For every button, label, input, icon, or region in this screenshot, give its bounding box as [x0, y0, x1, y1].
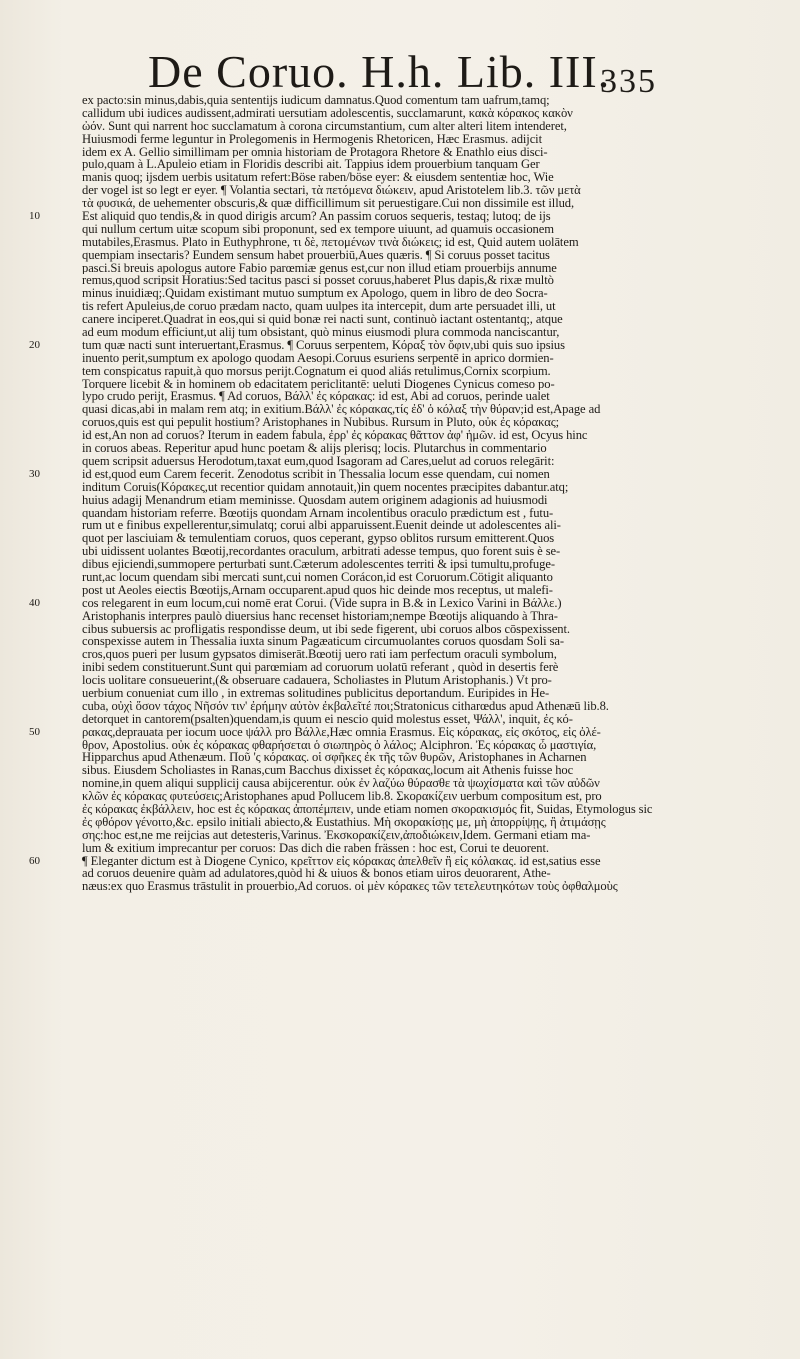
text-line: ἐς φθόρον γένοιτο,&c. epsilo initiali abiecto,& Eustathius. Μὴ σκορακίσῃς με, μὴ ἀπορρίψῃς, ἢ ἀτιμάσῃς — [82, 815, 606, 829]
text-line: callidum ubi iudices audissent,admirati uersutiam adolescentis, succlamarunt, κακὰ κόρακος κακὸν — [82, 106, 573, 120]
text-line: quem scripsit aduersus Herodotum,taxat eum,quod Isagoram ad Cares,uelut ad coruos relegārit: — [82, 454, 555, 468]
text-line: lypo crudo perijt, Erasmus. ¶ Ad coruos, Βάλλ' ἐς κόρακας: id est, Abi ad coruos, perinde ualet — [82, 390, 550, 404]
text-line: cos relegarent in eum locum,cui nomē erat Corui. (Vide supra in B.& in Lexico Varini in Βάλλε.) — [82, 596, 562, 610]
text-line: quot per lasciuiam & temulentiam coruos, quos ceperant, gypso oblitos rursum emitterent.Quos — [82, 532, 555, 546]
text-line: conspexisse autem in Thessalia iuxta sinum Pagæaticum circumuolantes coruos quosdam Soli sa- — [82, 635, 564, 649]
text-line: in coruos abeas. Reperitur apud hunc poetam & alijs plerisq; locis. Plutarchus in commentario — [82, 442, 547, 455]
text-line: tem conspicatus rapuit,à quo morsus perijt.Cognatum ei quod aliás retulimus,Cornix scorpium. — [82, 364, 551, 378]
text-line: pasci.Si breuis apologus autore Fabio parœmiæ genus est,cur non illud etiam prouerbijs annume — [82, 261, 557, 275]
text-line: σης:hoc est,ne me reijcias aut detesteris,Varinus. Ἐκσκορακίζειν,ἀποδιώκειν,Idem. Germani etiam ma- — [82, 828, 591, 842]
text-line: cros,quos pueri per lusum gypsatos dimiserāt.Bœotij uero rati iam perfectum oraculi symbolum, — [82, 648, 557, 662]
margin-line-number: 50 — [29, 726, 40, 739]
text-line: runt,ac locum quendam sibi mercati sunt,cui nomen Corácon,id est Coruorum.Cötigit aliquanto — [82, 570, 553, 584]
text-line: ex pacto:sin minus,dabis,quia sententijs iudicum damnatus.Quod comentum tam uafrum,tamq; — [82, 94, 550, 107]
text-line: tis refert Apuleius,de coruo prædam nacto, quam uulpes ita intercepit, dum arte persuadet illi, ut — [82, 300, 556, 314]
text-line: Torquere licebit & in hominem ob edacitatem periclitantē: ueluti Diogenes Cynicus comeso po- — [82, 377, 555, 391]
text-line: quasi dicas,abi in malam rem atq; in exitium.Βάλλ' ἐς κόρακας,τίς ἐδ' ὁ κόλαξ τὴν θύραν;id est,Apage ad — [82, 403, 601, 417]
text-line: canere inciperet.Quadrat in eos,qui si quid bonæ rei nacti sunt, continuò iactant ostentantq;, atque — [82, 313, 563, 327]
margin-line-number: 60 — [29, 855, 40, 868]
text-line: cibus subuersis ac profligatis respondisse deum, ut ibi sede figerent, ubi coruos albos cōspexissent. — [82, 622, 570, 636]
text-line: Aristophanis interpres paulò diuersius hanc recenset historiam;nempe Bœotijs aliquando à Thra- — [82, 609, 558, 623]
text-line: detorquet in cantorem(psalten)quendam,is quum ei nescio quid molestus esset, Ψάλλ', inquit, ἐς κό- — [82, 712, 573, 726]
text-line: mutabiles,Erasmus. Plato in Euthyphrone, τι δὲ, πετομένων τινὰ διώκεις; id est, Quid autem uolātem — [82, 235, 579, 249]
text-line: ad coruos deuenire quàm ad adulatores,quòd hi & uiuos & bonos etiam uiros deuorarent, Athe- — [82, 867, 551, 881]
text-line: idem ex A. Gellio simillimam per omnia historiam de Protagora Rhetore & Enathlo eius disci- — [82, 145, 548, 159]
text-line: nomine,in quem aliqui supplicij causa abijcerentur. οὐκ ἐν λαζύω θύρασθε τὰ ψωχίσματα καὶ τῶν αὐδῶν — [82, 777, 600, 791]
text-line: qui nullum certum uitæ scopum sibi proponunt, sed ex tempore uiuunt, ad quamuis occasionem — [82, 222, 554, 236]
text-line: post ut Aeoles eiectis Bœotijs,Arnam occuparent.apud quos hic deinde mos receptus, ut malefi- — [82, 583, 553, 597]
text-line: næus:ex quo Erasmus trāstulit in prouerbio,Ad coruos. οἱ μὲν κόρακες τῶν τετελευτηκότων τοὺς ὀφθαλμοὺς — [82, 880, 618, 894]
text-line: pulo,quam à L.Apuleio etiam in Floridis describi ait. Tappius idem prouerbium tanquam Ger — [82, 158, 540, 172]
text-line: remus,quod scripsit Horatius:Sed tacitus pasci si posset coruus,haberet Plus dapis,& rixæ multò — [82, 274, 554, 288]
margin-line-number: 20 — [29, 339, 40, 352]
text-line: ubi uidissent uolantes Bœotij,recordantes oraculum, arbitrati adesse tempus, quo forent suis è se- — [82, 545, 561, 559]
text-line: id est,quod eum Carem fecerit. Zenodotus scribit in Thessalia locum esse quendam, cui nomen — [82, 467, 550, 481]
text-line: dibus ejiciendi,summopere perturbati sunt.Cæterum adolescentes territi & ipsi tumultu,profuge- — [82, 558, 555, 571]
text-line: Huiusmodi ferme leguntur in Prolegomenis in Hermogenis Rhetoricen, Hæc Erasmus. adijcit — [82, 132, 542, 146]
text-line: id est,An non ad coruos? Iterum in eadem fabula, ἐρρ' ἐς κόρακας θᾶττον ἀφ' ἡμῶν. id est, Ocyus hinc — [82, 429, 588, 443]
text-line: rum ut e finibus expellerentur,simulatq; corui albi apparuissent.Euenit deinde ut adolescentes ali- — [82, 519, 561, 533]
text-line: ὠόν. Sunt qui narrent hoc succlamatum à corona circumstantium, cum alter alteri litem intenderet, — [82, 119, 567, 133]
text-line: lum & exitium imprecantur per coruos: Das dich die raben frässen : hoc est, Corui te deuorent. — [82, 841, 549, 855]
text-line: ad eum modum efficiunt,ut alij tum obsistant, quò minus eiusmodi plura commoda nanciscantur, — [82, 326, 560, 339]
text-line: Est aliquid quo tendis,& in quod dirigis arcum? An passim coruos sequeris, testaq; lutoq; de ijs — [82, 210, 551, 223]
text-line: inditum Coruis(Κόρακες,ut recentior quidam annotauit,)in quem nocentes præcipites dabantur.atq; — [82, 480, 569, 494]
text-line: ¶ Eleganter dictum est à Diogene Cynico, κρεῖττον εἰς κόρακας ἀπελθεῖν ἢ εἰς κόλακας. id est,satius esse — [82, 854, 601, 868]
margin-line-number: 40 — [29, 597, 40, 610]
text-line: minus inuidiæq;.Quidam existimant mutuo sumptum ex Apologo, quem in libro de deo Socra- — [82, 287, 548, 301]
text-line: coruos,quis est qui pepulit hostium? Aristophanes in Nubibus. Rursum in Pluto, οὐκ ἐς κόρακας; — [82, 416, 560, 430]
text-line: tum quæ nacti sunt interuertant,Erasmus. ¶ Coruus serpentem, Κόραξ τὸν ὄφιν,ubi quis suo ipsius — [82, 338, 565, 352]
page-number: 335 — [600, 63, 657, 100]
text-line: Hipparchus apud Athenæum. Ποῦ 'ς κόρακας. οἱ σφῆκες ἐκ τῆς τῶν θυρῶν, Aristophanes in Acharnen — [82, 751, 587, 765]
text-line: ἐς κόρακας ἐκβάλλειν, hoc est ἐς κόρακας ἀποπέμπειν, unde etiam nomen σκορακισμός fit, Suidas, Etymologus sic — [82, 802, 653, 816]
text-line: manis quoq; ijsdem uerbis usitatum refert:Böse raben/böse eyer: & eiusdem sententiæ hoc, Wie — [82, 171, 554, 185]
text-line: sibus. Eiusdem Scholiastes in Ranas,cum Bacchus dixisset ἐς κόρακας,locum ait Athenis fuisse hoc — [82, 764, 574, 778]
body-text — [29, 94, 702, 894]
text-line: quempiam insectaris? Eundem sensum habet prouerbiū,Aues quæris. ¶ Si coruus posset tacitus — [82, 248, 550, 262]
text-line: der vogel ist so legt er eyer. ¶ Volantia sectari, τὰ πετόμενα διώκειν, apud Aristotelem lib.3. τῶν μετὰ — [82, 184, 581, 198]
text-line: huius adagij Menandrum etiam meminisse. Quosdam autem originem adagionis ad huiusmodi — [82, 493, 548, 507]
text-line: κλῶν ἐς κόρακας φυτεύσεις;Aristophanes apud Pollucem lib.8. Σκορακίζειν uerbum compositum est, pro — [82, 790, 602, 803]
text-line: θρον, Apostolius. οὐκ ἐς κόρακας φθαρήσεται ὁ σιωπηρὸς ὁ λάλος; Alciphron. Ἐς κόρακας ὦ μαστιγία, — [82, 738, 597, 752]
text-line: uerbium conueniat cum illo , in extremas solitudines publicitus deportandum. Euripides in He- — [82, 686, 550, 700]
text-line: inuento perit,sumptum ex apologo quodam Aesopi.Coruus esuriens serpentē in aprico dormien- — [82, 351, 554, 365]
running-title: De Coruo. H.h. Lib. III. — [148, 46, 611, 97]
text-line: ρακας,deprauata per iocum uoce ψάλλ pro Βάλλε,Hæc omnia Erasmus. Εἰς κόρακας, εἰς σκότος, εἰς ὀλέ- — [82, 725, 601, 739]
text-line: quandam historiam referre. Bœotijs quondam Arnam incolentibus oraculo prædictum est , futu- — [82, 506, 554, 520]
text-line: τὰ φυσικά, de uehementer obscuris,& quæ difficillimum sit peruestigare.Cui non dissimile est illud, — [82, 197, 575, 211]
margin-line-number: 30 — [29, 468, 40, 481]
text-line: inibi sedem constituerunt.Sunt qui parœmiam ad coruorum uolatū referant , quòd in desertis ferè — [82, 661, 559, 675]
text-line: cuba, οὐχὶ ὅσον τάχος Νῆσόν τιν' ἐρήμην αὐτὸν ἐκβαλεῖτέ ποι;Stratonicus citharœdus apud Athenæū lib.8. — [82, 699, 609, 713]
text-line: locis uolitare consueuerint,(& obseruare cadauera, Scholiastes in Plutum Aristophanis.) Vt pro- — [82, 674, 552, 687]
margin-line-number: 10 — [29, 210, 40, 223]
